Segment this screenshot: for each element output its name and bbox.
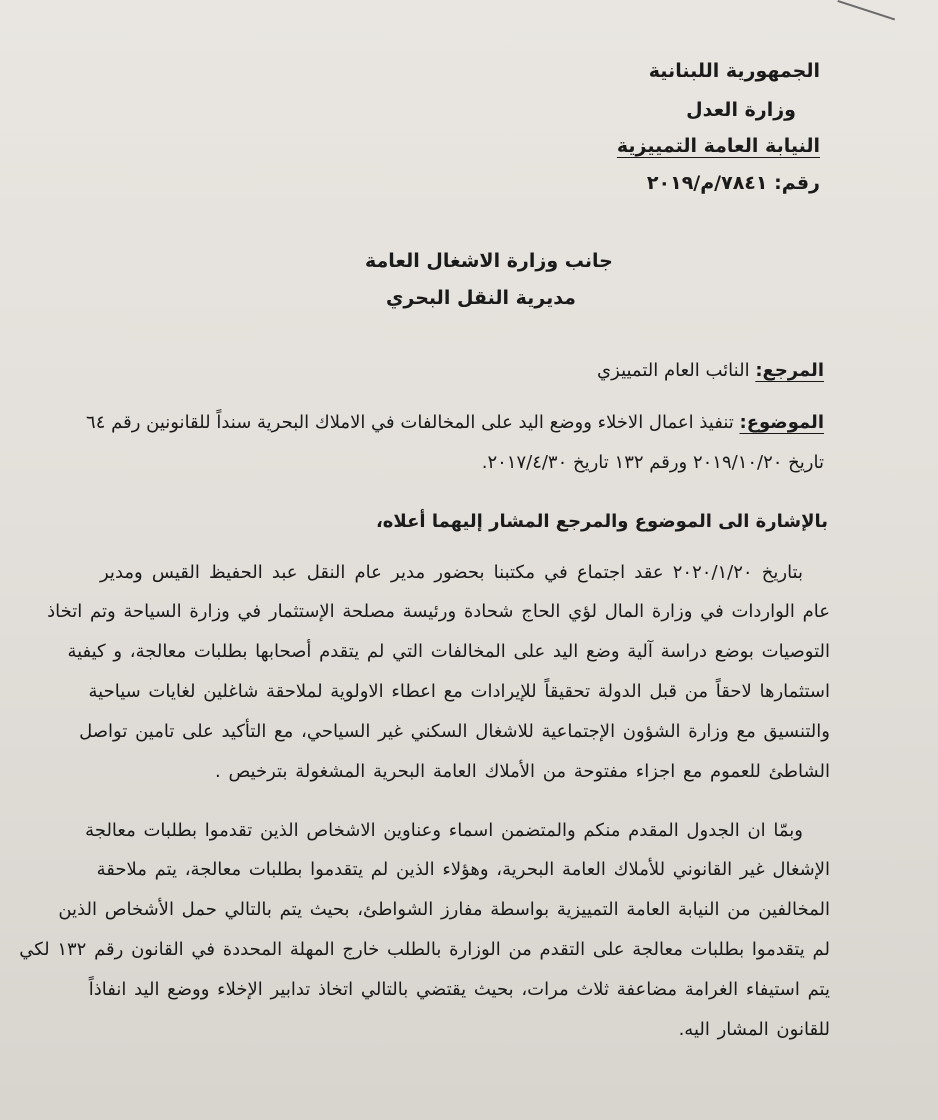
p1-line-1: بتاريخ ٢٠٢٠/١/٢٠ عقد اجتماع في مكتبنا بحضور مدير عام النقل عبد الحفيظ القيس ومدير (100, 562, 803, 583)
p2-line-4: لم يتقدموا بطلبات معالجة على التقدم من الوزارة بالطلب خارج المهلة المحددة في القانون رقم ١٣٢ لكي (19, 939, 830, 960)
reference-line (114, 360, 824, 381)
p1-line-3: التوصيات بوضع دراسة آلية وضع اليد على المخالفات التي لم يتقدم أصحابها بطلبات معالجة، و كيفية (67, 641, 830, 662)
p1-line-4: استثمارها لاحقاً من قبل الدولة تحقيقاً للإيرادات مع اعطاء الاولوية لملاحقة شاغلين لغايات سياحية (88, 681, 830, 702)
header-office: النيابة العامة التمييزية (616, 135, 820, 157)
reference-number: رقم: ٧٨٤١/م/٢٠١٩ (646, 172, 820, 194)
p1-line-5: والتنسيق مع وزارة الشؤون الإجتماعية للاشغال السكني غير السياحي، مع التأكيد على تامين تواصل (79, 721, 830, 742)
p2-line-1: وبمّا ان الجدول المقدم منكم والمتضمن اسماء وعناوين الاشخاص الذين تقدموا بطلبات معالجة (85, 820, 803, 841)
p2-line-2: الإشغال غير القانوني للأملاك العامة البحرية، وهؤلاء الذين لم يتقدموا بطلبات معالجة، يتم ملاحقة (96, 859, 830, 880)
header-republic: الجمهورية اللبنانية (648, 60, 820, 82)
p2-line-5: يتم استيفاء الغرامة مضاعفة ثلاث مرات، بحيث يقتضي بالتالي اتخاذ تدابير الإخلاء ووضع اليد انفاذاً (88, 979, 830, 1000)
reference-value: النائب العام التمييزي (597, 360, 750, 381)
addressee-line-1: جانب وزارة الاشغال العامة (365, 250, 613, 272)
header-ministry: وزارة العدل (686, 99, 796, 121)
intro-line: بالإشارة الى الموضوع والمرجع المشار إليهما أعلاه، (375, 511, 828, 532)
reference-label: المرجع: (755, 360, 824, 381)
subject-text-1: تنفيذ اعمال الاخلاء ووضع اليد على المخالفات في الاملاك البحرية سنداً للقانونين رقم ٦٤ (86, 412, 734, 433)
p2-line-3: المخالفين من النيابة العامة التمييزية بواسطة مفارز الشواطئ، بحيث يتم بالتالي حمل الأشخاص الذين (58, 899, 830, 920)
pen-stroke-mark (830, 0, 895, 43)
p1-line-2: عام الواردات في وزارة المال لؤي الحاج شحادة ورئيسة مصلحة الإستثمار في وزارة السياحة وتم اتخاذ (47, 601, 830, 622)
addressee-line-2: مديرية النقل البحري (386, 287, 576, 309)
p1-line-6: الشاطئ للعموم مع اجزاء مفتوحة من الأملاك العامة البحرية المشغولة بترخيص . (215, 761, 830, 782)
subject-line-1 (86, 412, 824, 433)
subject-line-2: تاريخ ٢٠١٩/١٠/٢٠ ورقم ١٣٢ تاريخ ٢٠١٧/٤/٣٠. (481, 452, 824, 473)
subject-label: الموضوع: (739, 412, 824, 433)
p2-line-6: للقانون المشار اليه. (678, 1019, 830, 1040)
